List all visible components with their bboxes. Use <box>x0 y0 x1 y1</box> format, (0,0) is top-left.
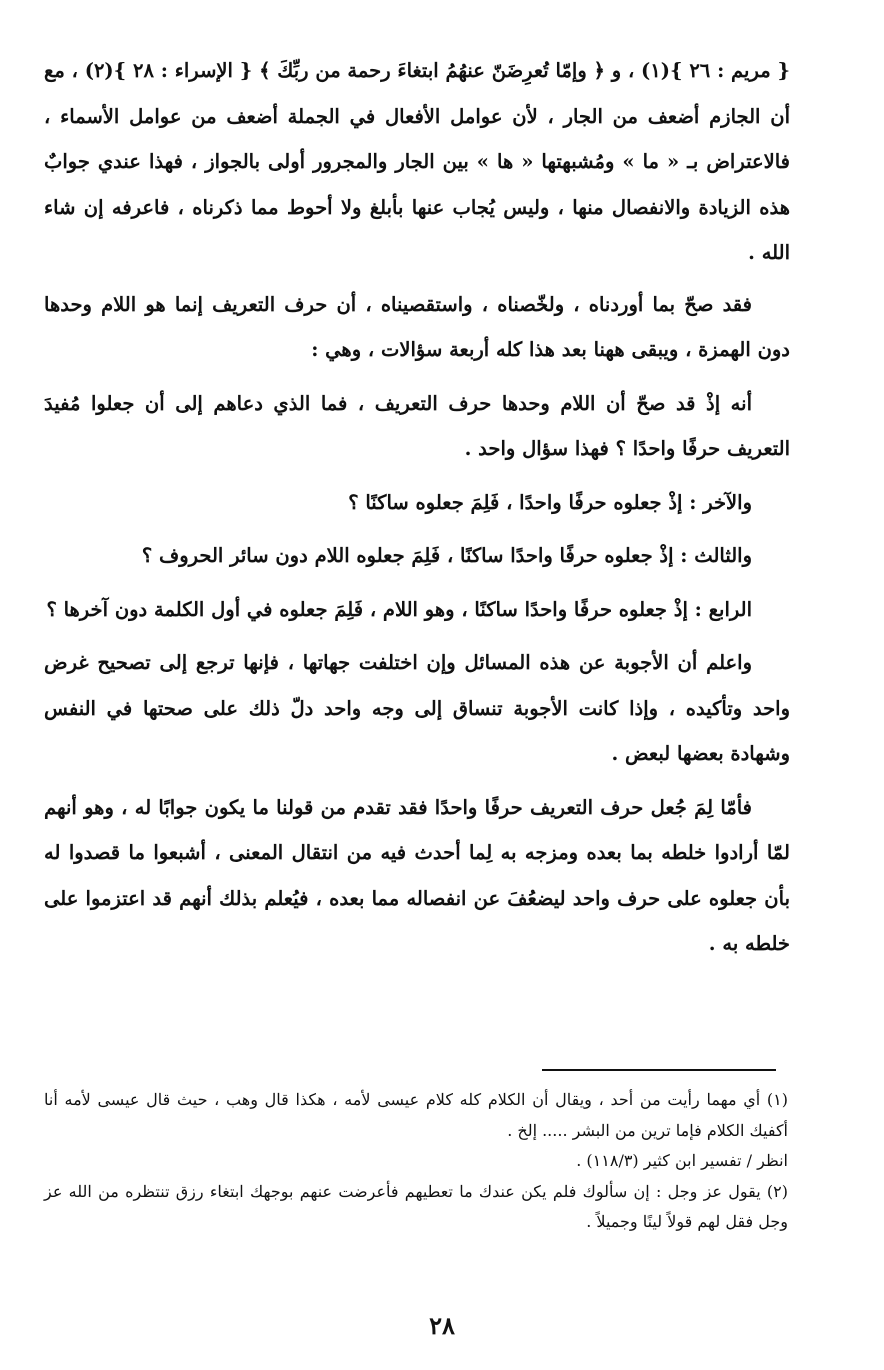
main-text <box>44 48 790 975</box>
paragraph: أنه إذْ قد صحّ أن اللام وحدها حرف التعريف ، فما الذي دعاهم إلى أن جعلوا مُفيدَ التعريف حرفًا واحدًا ؟ فهذا سؤال واحد . <box>44 391 790 460</box>
paragraph: فأمّا لِمَ جُعل حرف التعريف حرفًا واحدًا فقد تقدم من قولنا ما يكون جوابًا له ، وهو أنهم لمّا أرادوا خلطه بما بعده ومزجه به لِما أحدث فيه من انتقال المعنى ، أشبعوا ما قصدوا له بأن جعلوه على حرف واحد ليضعُفَ عن انفصاله مما بعده ، فيُعلم بذلك أنهم قد اعتزموا على خلطه به . <box>44 795 790 955</box>
paragraph: والآخر : إذْ جعلوه حرفًا واحدًا ، فَلِمَ جعلوه ساكنًا ؟ <box>348 490 752 514</box>
footnotes <box>44 1085 788 1238</box>
footnote-separator <box>542 1069 776 1071</box>
footnote-2: (٢) يقول عز وجل : إن سألوك فلم يكن عندك ما تعطيهم فأعرضت عنهم بوجهك ابتغاء رزق تنتظره من الله عز وجل فقل لهم قولاً لينًا وجميلاً . <box>44 1181 789 1231</box>
paragraph: الرابع : إذْ جعلوه حرفًا واحدًا ساكنًا ، وهو اللام ، فَلِمَ جعلوه في أول الكلمة دون آخرها ؟ <box>46 597 752 621</box>
page-number: ٢٨ <box>429 1311 455 1340</box>
footnote-1: (١) أي مهما رأيت من أحد ، ويقال أن الكلام كله كلام عيسى لأمه ، هكذا قال وهب ، حيث قال عيسى لأمه أنا أكفيك الكلام فإما ترين من البشر ..... إلخ . <box>44 1090 788 1140</box>
paragraph: واعلم أن الأجوبة عن هذه المسائل وإن اختلفت جهاتها ، فإنها ترجع إلى تصحيح غرض واحد وتأكيده ، وإذا كانت الأجوبة تنساق إلى وجه واحد دلّ ذلك على صحتها في النفس وشهادة بعضها لبعض . <box>44 651 790 765</box>
footnote-1-reference: انظر / تفسير ابن كثير (١١٨/٣) . <box>576 1151 788 1170</box>
paragraph: { مريم : ٢٦ }(١) ، و ﴿ وإمّا تُعرِضَنّ عنهُمُ ابتغاءَ رحمة من ربِّكَ ﴾ { الإسراء : ٢٨ }(٢) ، مع أن الجازم أضعف من الجار ، لأن عوامل الأفعال في الجملة أضعف من عوامل الأسماء ، فالاعتراض بـ « ما » ومُشبهتها « ها » بين الجار والمجرور أولى بالجواز ، فهذا عندي جوابٌ هذه الزيادة والانفصال منها ، وليس يُجاب عنها بأبلغ ولا أحوط مما ذكرناه ، فاعرفه إن شاء الله . <box>44 59 791 264</box>
paragraph: والثالث : إذْ جعلوه حرفًا واحدًا ساكنًا ، فَلِمَ جعلوه اللام دون سائر الحروف ؟ <box>141 544 752 567</box>
paragraph: فقد صحّ بما أوردناه ، ولخّصناه ، واستقصيناه ، أن حرف التعريف إنما هو اللام وحدها دون الهمزة ، ويبقى ههنا بعد هذا كله أربعة سؤالات ، وهي : <box>44 292 790 361</box>
